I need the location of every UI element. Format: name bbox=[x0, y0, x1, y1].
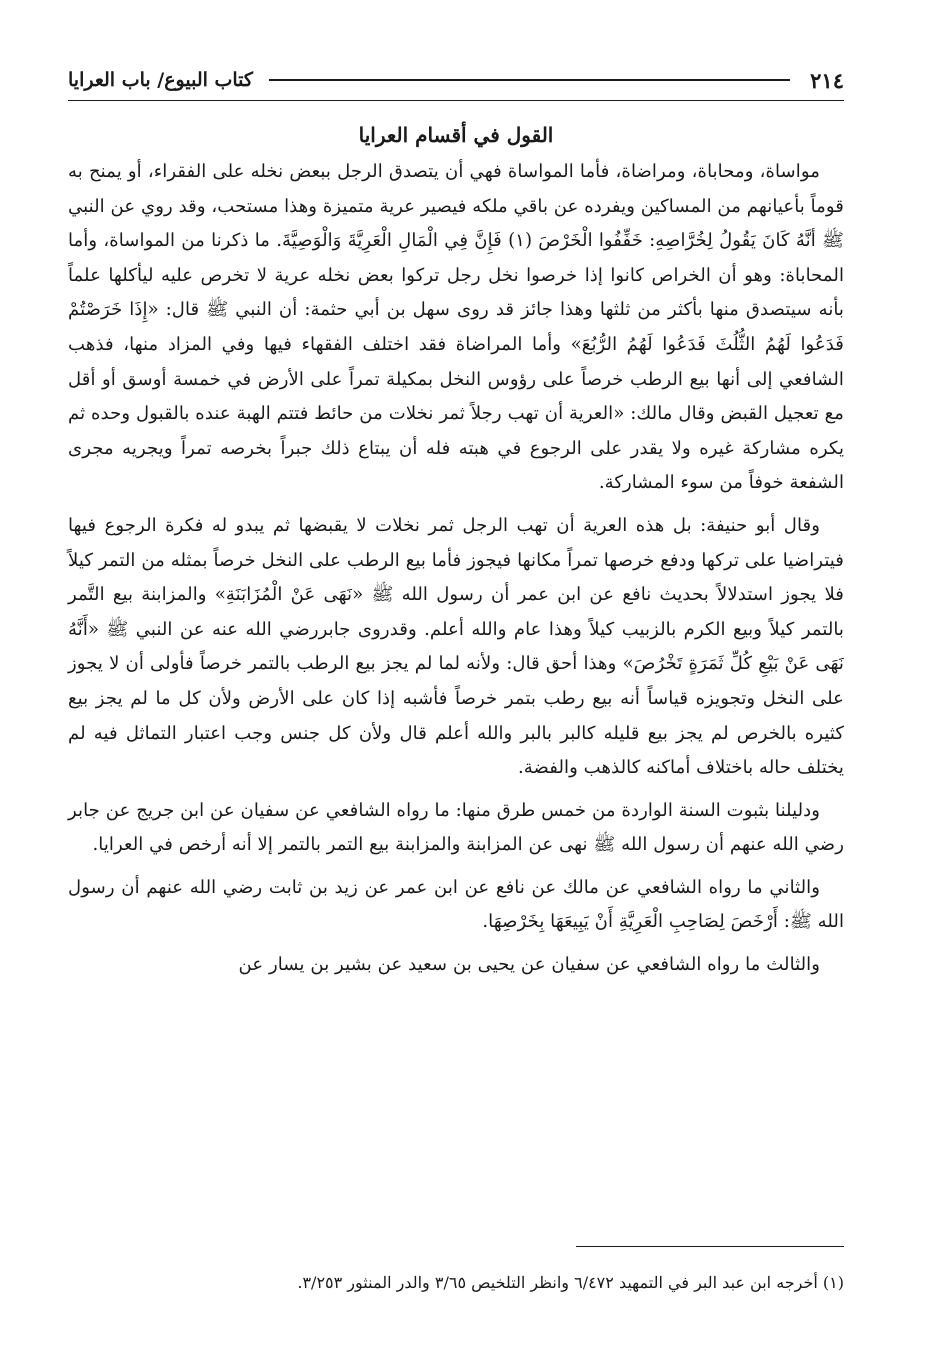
paragraph: وقال أبو حنيفة: بل هذه العرية أن تهب الرجل ثمر نخلات لا يقبضها ثم يبدو له فكرة الرجوع فيها فيتراضيا على تركها ودفع خرصها تمراً مكانها فيجوز فأما بيع الرطب على النخل خرصاً بمثله من التمر كيلاً فلا يجوز استدلالاً بحديث نافع عن ابن عمر أن رسول الله ﷺ «نَهَى عَنْ الْمُزَابَنَةِ» والمزابنة بيع التَّمر بالتمر كيلاً وبيع الكرم بالزبيب كيلاً وهذا عام والله أعلم. وقدروى جابررضي الله عنه عن النبي ﷺ «أَنَّهُ نَهَى عَنْ بَيْعِ كُلِّ ثَمَرَةٍ تَخْرُصَ» وهذا أحق قال: ولأنه لما لم يجز بيع الرطب بالتمر خرصاً فأولى أن لا يجوز على النخل وتجويزه قياساً أنه بيع رطب بتمر خرصاً فأشبه إذا كان على الأرض ولأن كل ما لم يجز بيع كثيره بالخرص لم يجز بيع قليله كالبر بالبر والله أعلم قال ولأن كل جنس وجب اعتبار التماثل فيه لم يختلف حاله باختلاف أماكنه كالذهب والفضة. bbox=[68, 514, 844, 779]
footnote: (١) أخرجه ابن عبد البر في التمهيد ٦/٤٧٢ وانظر التلخيص ٣/٦٥ والدر المنثور ٣/٢٥٣. bbox=[297, 1273, 844, 1292]
page-number: ٢١٤ bbox=[810, 67, 844, 93]
paragraph: مواساة، ومحاباة، ومراضاة، فأما المواساة فهي أن يتصدق الرجل ببعض نخله على الفقراء، أو يمنح به قوماً بأعيانهم من المساكين ويفرده عن باقي ملكه فيصير عرية متميزة وهذا مستحب، وقد روي عن النبي ﷺ أنَّهُ كَانَ يَقُولُ لِخُرَّاصِهِ: خَفِّفُوا الْخَرْصَ (١) فَإِنَّ فِي الْمَالِ الْعَرِيَّةَ وَالْوَصِيَّةَ. ما ذكرنا من المواساة، وأما المحاباة: وهو أن الخراص كانوا إذا خرصوا نخل رجل تركوا بعض نخله عرية لا تخرص عليه ليأكلها علماً بأنه سيتصدق منها بأكثر من ثلثها وهذا جائز قد روى سهل بن أبي حثمة: أن النبي ﷺ قال: «إِذَا خَرَصْتُمْ فَدَعُوا لَهُمُ الثُّلُثَ فَدَعُوا لَهُمُ الرُّبُعَ» وأما المراضاة فقد اختلف الفقهاء فيها وفي المزاد منها، فذهب الشافعي إلى أنها بيع الرطب خرصاً على رؤوس النخل بمكيلة تمراً على الأرض في خمسة أوسق أو أقل مع تعجيل القبض وقال مالك: «العرية أن تهب رجلاً ثمر نخلات من حائط فتتم الهبة عنده بالقبول وحده ثم يكره مشاركة غيره ولا يقدر على الرجوع في هبته فله أن يبتاع ذلك جبراً بخرصه تمراً ويجريه مجرى الشفعة خوفاً من سوء المشاركة. bbox=[68, 161, 844, 494]
page-header bbox=[68, 60, 844, 101]
section-title: القول في أقسام العرايا bbox=[358, 123, 554, 147]
paragraph: ودليلنا بثبوت السنة الواردة من خمس طرق منها: ما رواه الشافعي عن سفيان عن ابن جريج عن جابر رضي الله عنهم أن رسول الله ﷺ نهى عن المزابنة والمزابنة بيع التمر بالتمر إلا أنه أرخص في العرايا. bbox=[68, 799, 844, 856]
book-page bbox=[68, 60, 844, 1360]
book-title: كتاب البيوع/ باب العرايا bbox=[68, 69, 253, 91]
header-rule bbox=[269, 79, 790, 81]
footnote-separator bbox=[576, 1246, 844, 1247]
paragraph: والثالث ما رواه الشافعي عن سفيان عن يحيى بن سعيد عن بشير بن يسار عن bbox=[238, 954, 820, 976]
paragraph: والثاني ما رواه الشافعي عن مالك عن نافع عن ابن عمر عن زيد بن ثابت رضي الله عنهم أن رسول الله ﷺ: أَرْخَصَ لِصَاحِبِ الْعَرِيَّةِ أَنْ يَبِيعَهَا بِخَرْصِهَا. bbox=[68, 876, 844, 933]
